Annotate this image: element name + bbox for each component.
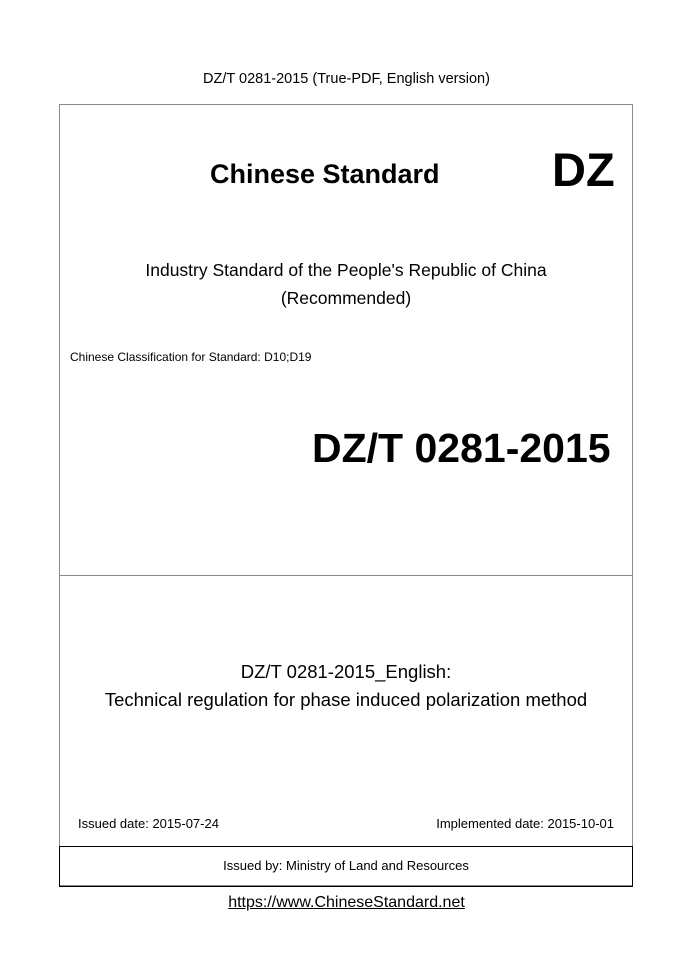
industry-standard-line: Industry Standard of the People's Republic of China xyxy=(145,260,547,280)
website-link[interactable]: https://www.ChineseStandard.net xyxy=(228,894,465,911)
cover-frame xyxy=(59,104,633,886)
document-title-code: DZ/T 0281-2015_English: xyxy=(240,661,452,682)
cover-divider xyxy=(60,575,632,576)
page-header: DZ/T 0281-2015 (True-PDF, English version) xyxy=(203,71,490,87)
document-title: Technical regulation for phase induced polarization method xyxy=(104,689,588,710)
issued-date: Issued date: 2015-07-24 xyxy=(78,816,219,831)
classification-text: Chinese Classification for Standard: D10;D19 xyxy=(70,350,312,364)
issuer-text: Issued by: Ministry of Land and Resources xyxy=(223,858,469,873)
standard-number: DZ/T 0281-2015 xyxy=(312,425,611,471)
footer xyxy=(0,893,693,913)
standard-code-mark: DZ xyxy=(552,143,615,196)
implemented-date: Implemented date: 2015-10-01 xyxy=(436,816,614,831)
recommended-label: (Recommended) xyxy=(280,288,412,308)
issuer-box xyxy=(59,846,633,887)
cover-title: Chinese Standard xyxy=(210,159,440,189)
